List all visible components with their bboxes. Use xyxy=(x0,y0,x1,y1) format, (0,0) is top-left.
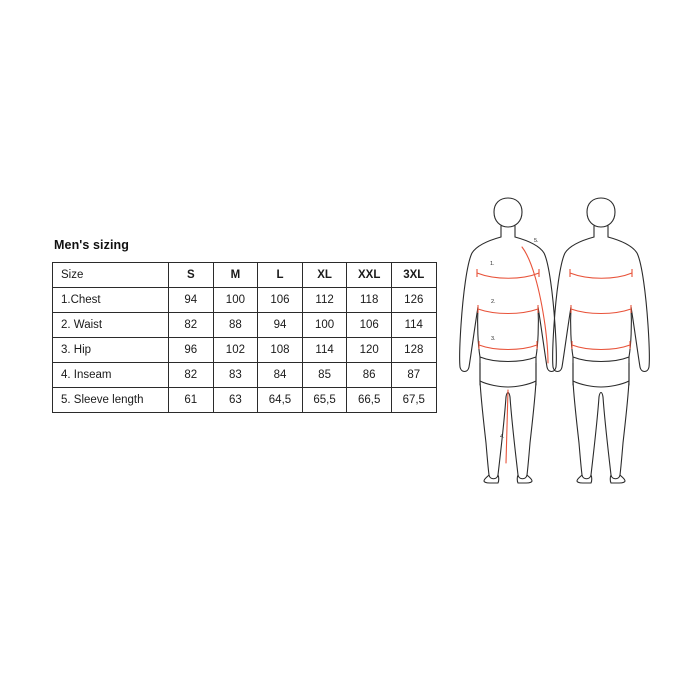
table-cell: 61 xyxy=(169,388,214,413)
measure-chest-back xyxy=(570,273,632,278)
table-cell: 67,5 xyxy=(391,388,436,413)
table-cell: 100 xyxy=(213,288,258,313)
page-title: Men's sizing xyxy=(54,238,130,252)
sizing-table xyxy=(52,262,437,413)
marker-label-1: 1. xyxy=(490,261,495,267)
table-cell: 87 xyxy=(391,363,436,388)
table-header-cell: M xyxy=(213,263,258,288)
table-header-cell: 3XL xyxy=(391,263,436,288)
row-label: 2. Waist xyxy=(53,313,169,338)
table-cell: 126 xyxy=(391,288,436,313)
table-header-cell: Size xyxy=(53,263,169,288)
table-cell: 94 xyxy=(258,313,303,338)
measure-waist-front xyxy=(478,309,538,314)
male-body-front-view xyxy=(460,198,557,483)
table-cell: 100 xyxy=(302,313,347,338)
sizing-table-block xyxy=(52,238,436,413)
table-cell: 102 xyxy=(213,338,258,363)
table-cell: 96 xyxy=(169,338,214,363)
table-cell: 82 xyxy=(169,313,214,338)
table-cell: 94 xyxy=(169,288,214,313)
table-header-cell: L xyxy=(258,263,303,288)
table-row xyxy=(53,388,437,413)
table-cell: 82 xyxy=(169,363,214,388)
table-cell: 114 xyxy=(391,313,436,338)
table-header-cell: XL xyxy=(302,263,347,288)
table-header-cell: S xyxy=(169,263,214,288)
table-cell: 128 xyxy=(391,338,436,363)
male-body-back-view xyxy=(553,198,650,483)
table-cell: 120 xyxy=(347,338,392,363)
table-cell: 64,5 xyxy=(258,388,303,413)
measure-chest-front xyxy=(477,273,539,278)
measure-inseam-front xyxy=(506,390,508,463)
row-label: 3. Hip xyxy=(53,338,169,363)
table-cell: 108 xyxy=(258,338,303,363)
table-header-row xyxy=(53,263,437,288)
marker-label-2: 2. xyxy=(491,299,496,305)
table-cell: 63 xyxy=(213,388,258,413)
table-cell: 118 xyxy=(347,288,392,313)
table-cell: 66,5 xyxy=(347,388,392,413)
table-row xyxy=(53,338,437,363)
marker-label-4: 4. xyxy=(500,434,505,440)
table-cell: 83 xyxy=(213,363,258,388)
table-cell: 112 xyxy=(302,288,347,313)
table-row xyxy=(53,363,437,388)
row-label: 5. Sleeve length xyxy=(53,388,169,413)
measurement-diagram xyxy=(450,185,660,495)
table-cell: 106 xyxy=(347,313,392,338)
table-cell: 86 xyxy=(347,363,392,388)
table-cell: 84 xyxy=(258,363,303,388)
table-cell: 106 xyxy=(258,288,303,313)
marker-label-5: 5. xyxy=(534,238,539,244)
table-cell: 114 xyxy=(302,338,347,363)
table-cell: 85 xyxy=(302,363,347,388)
measure-hip-front xyxy=(479,345,537,350)
row-label: 4. Inseam xyxy=(53,363,169,388)
marker-label-3: 3. xyxy=(491,336,496,342)
measure-waist-back xyxy=(571,309,631,314)
table-row xyxy=(53,313,437,338)
table-header-cell: XXL xyxy=(347,263,392,288)
row-label: 1.Chest xyxy=(53,288,169,313)
table-cell: 88 xyxy=(213,313,258,338)
measure-hip-back xyxy=(572,345,630,350)
table-cell: 65,5 xyxy=(302,388,347,413)
table-row xyxy=(53,288,437,313)
